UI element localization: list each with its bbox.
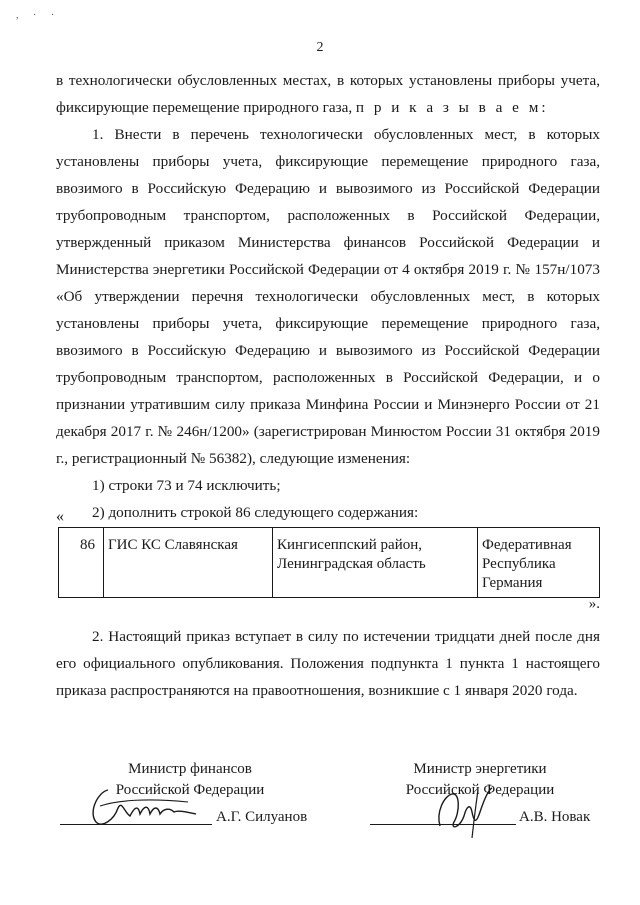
left-signature-icon — [78, 782, 208, 832]
subitem-1: 1) строки 73 и 74 исключить; — [92, 477, 281, 494]
open-quote: « — [56, 508, 64, 525]
left-title-line2: Российской Федерации — [115, 782, 265, 798]
row-location-cell: Кингисеппский район, Ленинградская область — [273, 528, 478, 598]
scan-marks: , · · — [16, 10, 61, 21]
right-title-line2: Российской Федерации — [405, 782, 555, 798]
page-number: 2 — [316, 40, 324, 55]
row-name-cell: ГИС КС Славянская — [104, 528, 273, 598]
intro-text: в технологически обусловленных местах, в которых установлены приборы учета, фиксирующие перемещение природного газа, — [56, 72, 600, 116]
left-title-line1: Министр финансов — [128, 761, 252, 777]
right-title-line1: Министр энергетики — [413, 761, 547, 777]
item-1-paragraph: 1. Внести в перечень технологически обусловленных мест, в которых установлены приборы учета, фиксирующие перемещение природного газа, ввозимого в Российскую Федерацию и вывозимого из Российской Федерации трубопроводным транспортом, расположенных в Российской Федерации, утвержденный приказом Министерства финансов Российской Федерации и Министерства энергетики Российской Федерации от 4 октября 2019 г. № 157н/1073 «Об утверждении перечня технологически обусловленных мест, в которых установлены приборы учета, фиксирующие перемещение природного газа, ввозимого в Российскую Федерацию и вывозимого из Российской Федерации трубопроводным транспортом, расположенных в Российской Федерации, и о признании утратившим силу приказа Минфина России и Минэнерго России от 21 декабря 2017 г. № 246н/1200» (зарегистрирован Минюстом России 31 октября 2019 г., регистрационный № 56382), следующие изменения: — [56, 126, 600, 467]
body-text — [56, 67, 600, 526]
row-country-cell: Федеративная Республика Германия — [478, 528, 600, 598]
item-2-paragraph: 2. Настоящий приказ вступает в силу по истечении тридцати дней после дня его официального опубликования. Положения подпункта 1 пункта 1 настоящего приказа распространяются на правоотношения, возникшие с 1 января 2020 года. — [56, 628, 600, 699]
insert-table — [58, 527, 600, 598]
left-signatory-name: А.Г. Силуанов — [216, 809, 308, 825]
close-quote: ». — [588, 596, 600, 612]
table-row — [59, 528, 600, 598]
right-signature-icon — [430, 782, 510, 840]
intro-paragraph — [56, 67, 600, 121]
right-signatory-name: А.В. Новак — [519, 809, 591, 825]
row-number-cell: 86 — [59, 528, 104, 598]
subitem-2: 2) дополнить строкой 86 следующего содержания: — [92, 504, 419, 521]
order-word: п р и к а з ы в а е м: — [355, 99, 549, 116]
item-2-block — [56, 623, 600, 704]
